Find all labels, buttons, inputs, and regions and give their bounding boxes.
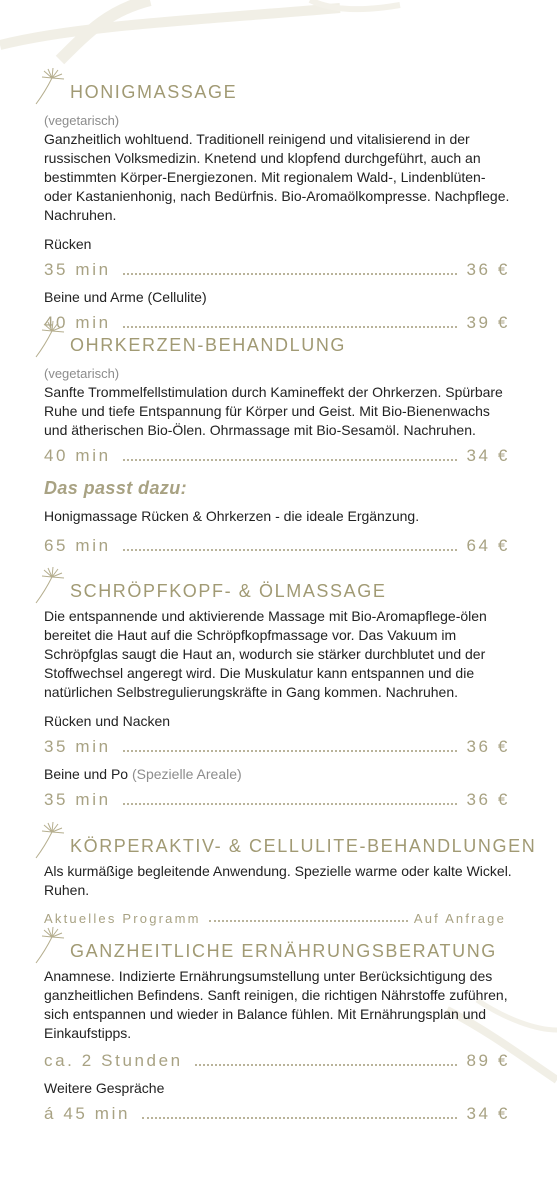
dandelion-icon xyxy=(30,321,72,359)
item-price: 36 € xyxy=(466,790,510,809)
section-title: HONIGMASSAGE xyxy=(70,81,238,102)
section-koerperaktiv xyxy=(44,832,537,926)
item-duration: 35 min xyxy=(44,260,111,279)
item-price: 36 € xyxy=(466,260,510,279)
price-row xyxy=(44,906,506,926)
dot-leader xyxy=(123,459,457,461)
dandelion-icon xyxy=(30,822,72,860)
section-ohrkerzen xyxy=(44,331,514,556)
dot-leader xyxy=(123,803,457,805)
item-price: 34 € xyxy=(466,446,510,465)
item-price: 34 € xyxy=(466,1104,510,1123)
item-label-text: Beine und Po xyxy=(44,766,129,782)
section-title: GANZHEITLICHE ERNÄHRUNGSBERATUNG xyxy=(70,940,497,961)
dot-leader xyxy=(123,273,457,275)
section-title: KÖRPERAKTIV- & CELLULITE-BEHANDLUNGEN xyxy=(70,835,537,856)
dandelion-icon xyxy=(30,68,72,106)
combo-description: Honigmassage Rücken & Ohrkerzen - die ideale Ergänzung. xyxy=(44,508,420,524)
section-description: Anamnese. Indizierte Ernährungsumstellung unter Berücksichtigung des ganzheitlichen Befindens. Sanft reinigen, die richtigen Nährstoffe zuführen, sich entspannen und wieder in Balance fühlen. Mit Ernährungsplan und Einkaufstipps. xyxy=(44,968,508,1041)
section-description: Ganzheitlich wohltuend. Traditionell reinigend und vitalisierend in der russischen Volksmedizin. Knetend und klopfend durchgeführt, auch an bestimmten Körper-Energiezonen. Mit regionalem Wald-, Lindenblüten- oder Kastanienhonig, nach Bedürfnis. Bio-Aromaölkompresse. Nachpflege. Nachruhen. xyxy=(44,131,510,223)
price-row xyxy=(44,442,510,466)
item-duration: 35 min xyxy=(44,790,111,809)
item-label: Weitere Gespräche xyxy=(44,1080,165,1096)
item-label: Rücken xyxy=(44,236,92,252)
price-row xyxy=(44,256,510,280)
item-price: 39 € xyxy=(466,313,510,332)
combo-heading: Das passt dazu: xyxy=(44,478,188,498)
price-row xyxy=(44,1100,510,1124)
background-leaf-decoration xyxy=(0,0,557,70)
item-label-text: Rücken und Nacken xyxy=(44,713,171,729)
row-label: Aktuelles Programm xyxy=(44,911,201,926)
item-label: Beine und Arme (Cellulite) xyxy=(44,289,207,305)
section-title: SCHRÖPFKOPF- & ÖLMASSAGE xyxy=(70,580,387,601)
section-heading xyxy=(44,78,514,106)
section-schroepfkopf xyxy=(44,577,514,810)
section-subtitle: (vegetarisch) xyxy=(44,113,120,128)
dot-leader xyxy=(123,549,457,551)
dandelion-icon xyxy=(30,927,72,965)
dot-leader xyxy=(142,1117,456,1119)
item-label-note: (Spezielle Areale) xyxy=(131,766,242,782)
section-title: OHRKERZEN-BEHANDLUNG xyxy=(70,334,347,355)
item-label xyxy=(44,712,514,731)
item-price: 89 € xyxy=(466,1051,510,1070)
item-duration: á 45 min xyxy=(44,1104,131,1123)
item-label xyxy=(44,765,514,784)
item-price: 36 € xyxy=(466,737,510,756)
dot-leader xyxy=(209,920,408,922)
item-price: 64 € xyxy=(466,536,510,555)
price-row xyxy=(44,532,510,556)
item-duration: ca. 2 Stunden xyxy=(44,1051,183,1070)
section-honigmassage xyxy=(44,78,514,333)
price-row xyxy=(44,309,510,333)
section-heading xyxy=(44,331,514,359)
section-heading xyxy=(44,937,514,965)
item-duration: 65 min xyxy=(44,536,111,555)
section-description: Die entspannende und aktivierende Massage mit Bio-Aromapflege-ölen bereitet die Haut auf die Schröpfkopfmassage vor. Das Vakuum im Schröpfglas saugt die Haut an, wodurch sie stärker durchblutet und der Stoffwechsel angeregt wird. Die Muskulatur kann entspannen und die natürlichen Selbstregulierungskräfte in Gang kommen. Nachruhen. xyxy=(44,608,487,700)
section-description: Als kurmäßige begleitende Anwendung. Spezielle warme oder kalte Wickel. Ruhen. xyxy=(44,863,512,898)
price-row xyxy=(44,786,510,810)
section-description: Sanfte Trommelfellstimulation durch Kamineffekt der Ohrkerzen. Spürbare Ruhe und tiefe Entspannung für Körper und Geist. Mit Bio-Bienenwachs und ätherischen Bio-Ölen. Ohrmassage mit Bio-Sesamöl. Nachruhen. xyxy=(44,384,503,438)
section-heading xyxy=(44,832,537,860)
dot-leader xyxy=(195,1064,457,1066)
dandelion-icon xyxy=(30,567,72,605)
price-row xyxy=(44,1047,510,1071)
item-duration: 40 min xyxy=(44,313,111,332)
dot-leader xyxy=(123,750,457,752)
section-subtitle: (vegetarisch) xyxy=(44,366,120,381)
item-duration: 40 min xyxy=(44,446,111,465)
item-duration: 35 min xyxy=(44,737,111,756)
price-row xyxy=(44,733,510,757)
section-ernaehrungsberatung xyxy=(44,937,514,1124)
row-value: Auf Anfrage xyxy=(413,911,506,926)
section-heading xyxy=(44,577,514,605)
dot-leader xyxy=(123,326,457,328)
